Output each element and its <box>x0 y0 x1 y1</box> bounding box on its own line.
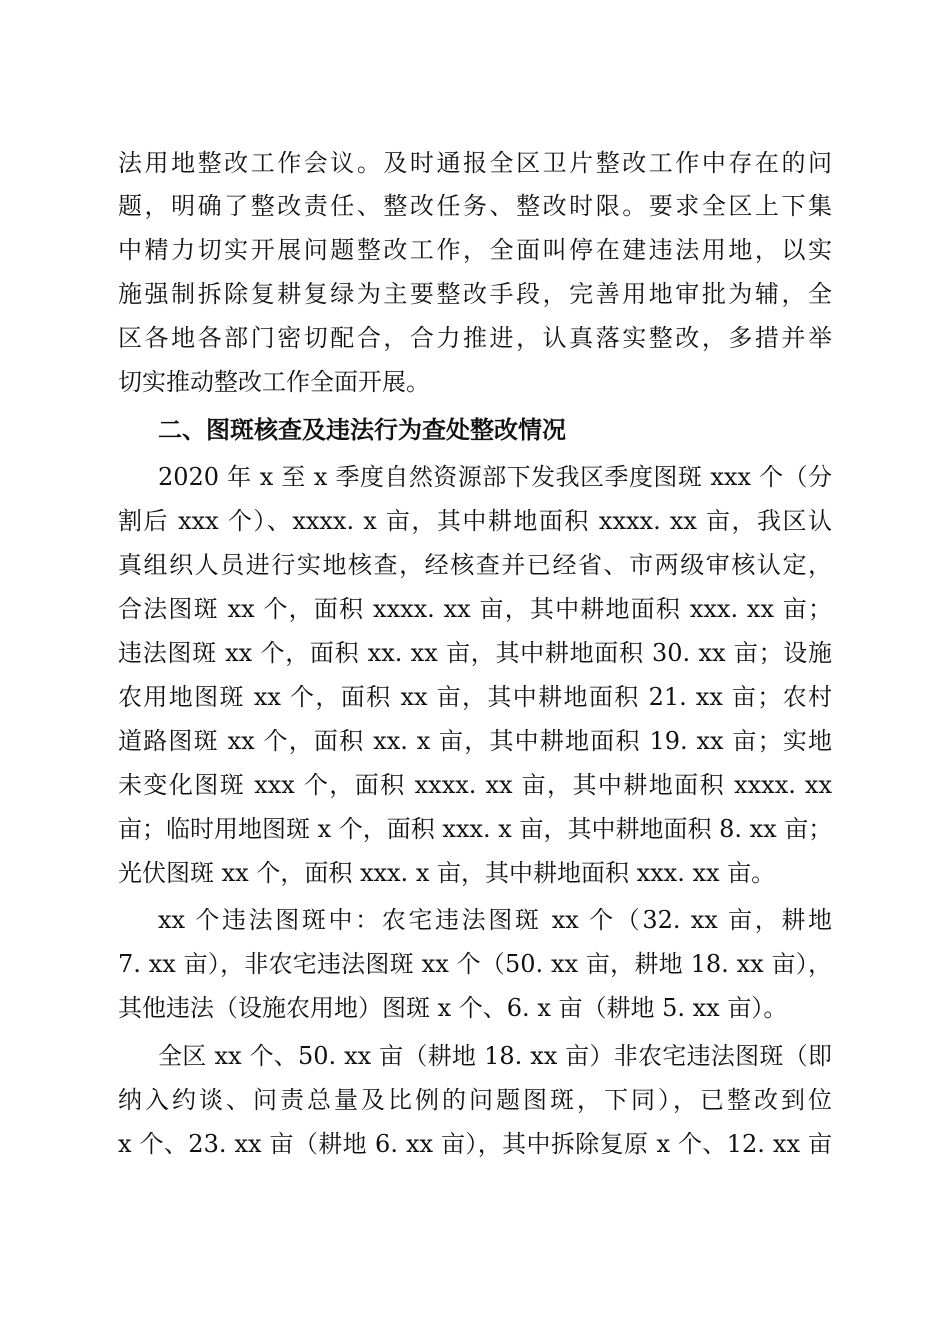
paragraph-2-line-6: 农用地图斑 xx 个，面积 xx 亩，其中耕地面积 21. xx 亩；农村 <box>118 683 832 711</box>
paragraph-2-line-1: 2020 年 x 至 x 季度自然资源部下发我区季度图斑 xxx 个（分 <box>158 463 832 491</box>
paragraph-1-line-4: 施强制拆除复耕复绿为主要整改手段，完善用地审批为辅，全 <box>118 280 832 308</box>
paragraph-1-line-2: 题，明确了整改责任、整改任务、整改时限。要求全区上下集 <box>118 192 832 220</box>
paragraph-3-line-1: xx 个违法图斑中：农宅违法图斑 xx 个（32. xx 亩，耕地 <box>158 906 832 934</box>
paragraph-2-line-7: 道路图斑 xx 个，面积 xx. x 亩，其中耕地面积 19. xx 亩；实地 <box>118 727 832 755</box>
paragraph-4-line-3: x 个、23. xx 亩（耕地 6. xx 亩），其中拆除复原 x 个、12. xx 亩 <box>118 1130 832 1158</box>
paragraph-1-line-5: 区各地各部门密切配合，合力推进，认真落实整改，多措并举 <box>118 324 832 352</box>
section-heading: 二、图斑核查及违法行为查处整改情况 <box>158 416 566 444</box>
paragraph-3-line-3: 其他违法（设施农用地）图斑 x 个、6. x 亩（耕地 5. xx 亩）。 <box>118 994 788 1022</box>
paragraph-1-line-6: 切实推动整改工作全面开展。 <box>118 368 430 396</box>
paragraph-2-line-8: 未变化图斑 xxx 个，面积 xxxx. xx 亩，其中耕地面积 xxxx. xx <box>118 771 832 799</box>
paragraph-1-line-3: 中精力切实开展问题整改工作，全面叫停在建违法用地，以实 <box>118 236 832 264</box>
paragraph-2-line-2: 割后 xxx 个）、xxxx. x 亩，其中耕地面积 xxxx. xx 亩，我区认 <box>118 507 832 535</box>
paragraph-2-line-9: 亩；临时用地图斑 x 个，面积 xxx. x 亩，其中耕地面积 8. xx 亩； <box>118 815 833 843</box>
paragraph-2-line-10: 光伏图斑 xx 个，面积 xxx. x 亩，其中耕地面积 xxx. xx 亩。 <box>118 859 776 887</box>
paragraph-4-line-2: 纳入约谈、问责总量及比例的问题图斑，下同），已整改到位 <box>118 1086 832 1114</box>
paragraph-4-line-1: 全区 xx 个、50. xx 亩（耕地 18. xx 亩）非农宅违法图斑（即 <box>158 1042 832 1070</box>
paragraph-2-line-3: 真组织人员进行实地核查，经核查并已经省、市两级审核认定， <box>118 551 832 579</box>
paragraph-1-line-1: 法用地整改工作会议。及时通报全区卫片整改工作中存在的问 <box>118 149 832 177</box>
paragraph-3-line-2: 7. xx 亩），非农宅违法图斑 xx 个（50. xx 亩，耕地 18. xx 亩）， <box>118 950 832 978</box>
paragraph-2-line-5: 违法图斑 xx 个，面积 xx. xx 亩，其中耕地面积 30. xx 亩；设施 <box>118 639 832 667</box>
paragraph-2-line-4: 合法图斑 xx 个，面积 xxxx. xx 亩，其中耕地面积 xxx. xx 亩； <box>118 595 832 623</box>
